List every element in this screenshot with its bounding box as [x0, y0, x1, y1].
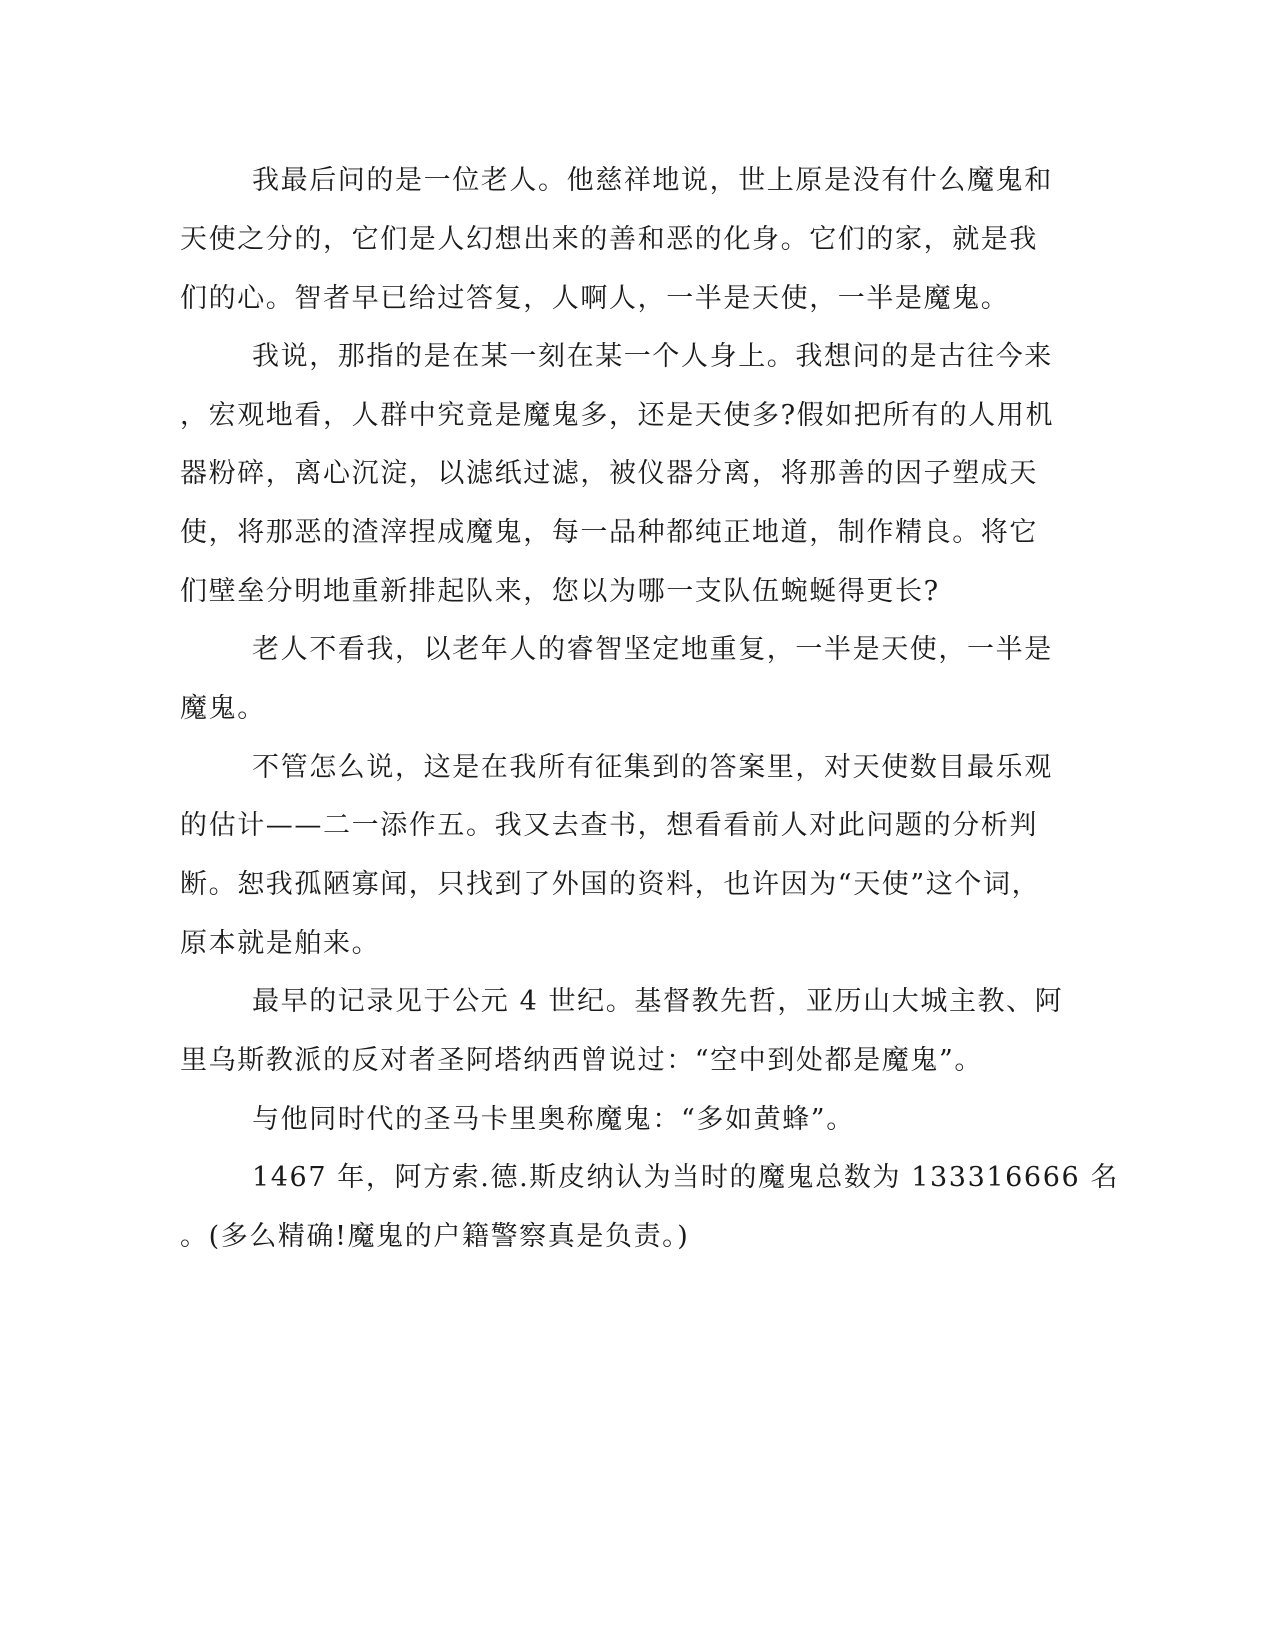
paragraph-1-line-1: 我最后问的是一位老人。他慈祥地说，世上原是没有什么魔鬼和 [252, 165, 1053, 196]
paragraph-2-line-3: 器粉碎，离心沉淀，以滤纸过滤，被仪器分离，将那善的因子塑成天 [180, 458, 1038, 489]
paragraph-4-line-3: 断。恕我孤陋寡闻，只找到了外国的资料，也许因为“天使”这个词， [180, 869, 1041, 900]
paragraph-6-line-1: 与他同时代的圣马卡里奥称魔鬼：“多如黄蜂”。 [252, 1104, 855, 1135]
paragraph-2-line-2: ，宏观地看，人群中究竟是魔鬼多，还是天使多?假如把所有的人用机 [180, 400, 1055, 431]
paragraph-1-line-2: 天使之分的，它们是人幻想出来的善和恶的化身。它们的家，就是我 [180, 224, 1038, 255]
paragraph-4-line-4: 原本就是舶来。 [180, 928, 381, 959]
paragraph-1-line-3: 们的心。智者早已给过答复，人啊人，一半是天使，一半是魔鬼。 [180, 283, 1010, 314]
paragraph-5-line-2: 里乌斯教派的反对者圣阿塔纳西曾说过：“空中到处都是魔鬼”。 [180, 1045, 984, 1076]
paragraph-4-line-1: 不管怎么说，这是在我所有征集到的答案里，对天使数目最乐观 [252, 752, 1053, 783]
paragraph-2-line-4: 使，将那恶的渣滓捏成魔鬼，每一品种都纯正地道，制作精良。将它 [180, 517, 1038, 548]
paragraph-2-line-1: 我说，那指的是在某一刻在某一个人身上。我想问的是古往今来 [252, 341, 1053, 372]
paragraph-2-line-5: 们壁垒分明地重新排起队来，您以为哪一支队伍蜿蜒得更长? [180, 576, 940, 607]
paragraph-3-line-1: 老人不看我，以老年人的睿智坚定地重复，一半是天使，一半是 [252, 634, 1053, 665]
paragraph-3-line-2: 魔鬼。 [180, 693, 266, 724]
paragraph-7-line-1: 1467 年，阿方索.德.斯皮纳认为当时的魔鬼总数为 133316666 名 [252, 1162, 1120, 1193]
paragraph-4-line-2: 的估计——二一添作五。我又去查书，想看看前人对此问题的分析判 [180, 810, 1038, 841]
paragraph-5-line-1: 最早的记录见于公元 4 世纪。基督教先哲，亚历山大城主教、阿 [252, 986, 1064, 1017]
paragraph-7-line-2: 。(多么精确!魔鬼的户籍警察真是负责。) [180, 1221, 690, 1252]
